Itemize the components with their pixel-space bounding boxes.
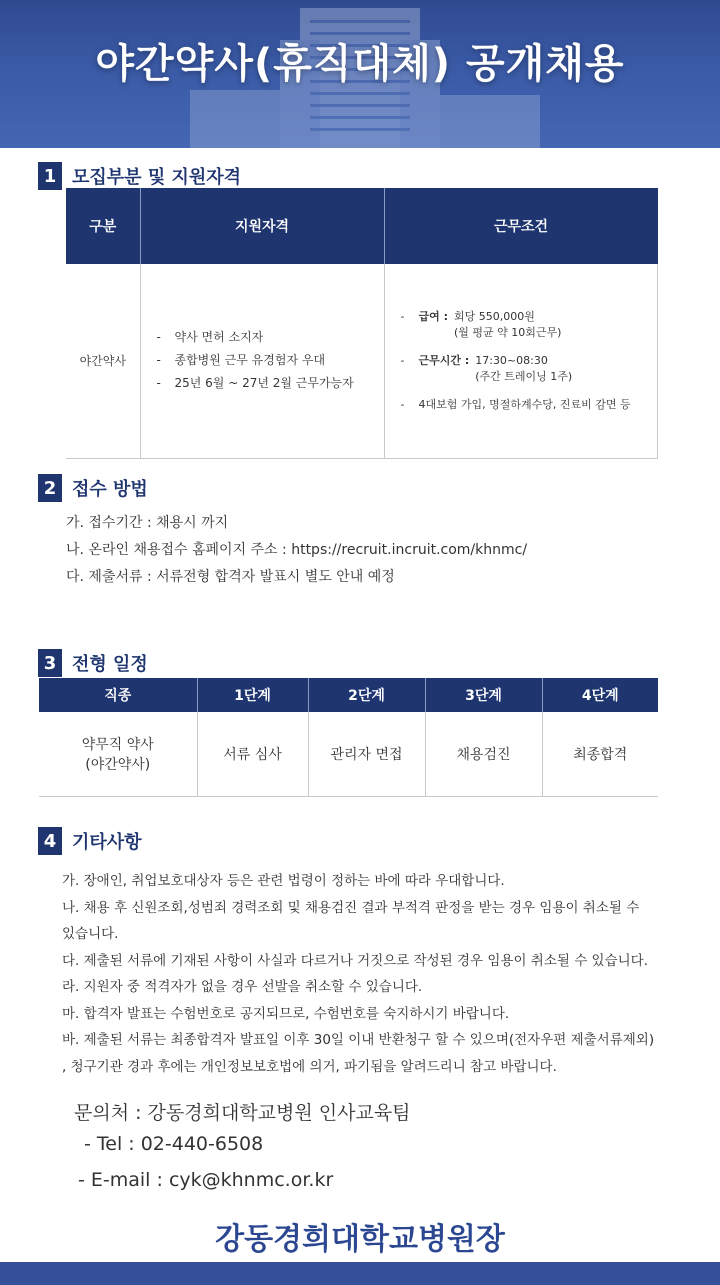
table-header: 3단계 [425, 678, 542, 712]
list-item: - 25년 6월 ~ 27년 2월 근무가능자 [157, 372, 384, 395]
section-1-heading [38, 162, 241, 190]
job-subtitle: (야간약사) [85, 756, 151, 773]
note-item: 바. 제출된 서류는 최종합격자 발표일 이후 30일 이내 반환청구 할 수 있으며(전자우편 제출서류제외) [62, 1032, 655, 1048]
section-number: 3 [38, 649, 62, 677]
category-cell: 야간약사 [66, 264, 140, 458]
conditions-cell [384, 264, 658, 458]
note-item: , 청구기관 경과 후에는 개인정보보호법에 의거, 파기됨을 알려드리니 참고 바랍니다. [62, 1058, 557, 1075]
section-2-heading [38, 474, 148, 502]
step-cell: 최종합격 [542, 712, 658, 796]
notes-list [62, 868, 692, 1080]
recruitment-table [66, 188, 658, 459]
table-header: 1단계 [197, 678, 308, 712]
table-header: 직종 [39, 678, 197, 712]
conditions-list [401, 309, 658, 413]
note-item: 가. 장애인, 취업보호대상자 등은 관련 법령이 정하는 바에 따라 우대합니다. [62, 873, 505, 889]
table-header: 4단계 [542, 678, 658, 712]
note-item: 있습니다. [62, 926, 119, 942]
table-header: 구분 [66, 188, 140, 264]
qualifications-cell [140, 264, 384, 458]
contact-inquiry: 문의처 : 강동경희대학교병원 인사교육팀 [74, 1102, 411, 1124]
section-number: 1 [38, 162, 62, 190]
hours-label: 근무시간 : [418, 353, 470, 367]
footer-bar [0, 1262, 720, 1285]
application-url: 나. 온라인 채용접수 홈페이지 주소 : https://recruit.incruit.com/khnmc/ [66, 542, 528, 558]
table-header: 2단계 [308, 678, 425, 712]
application-documents: 다. 제출서류 : 서류전형 합격자 발표시 별도 안내 예정 [66, 569, 395, 585]
section-title: 전형 일정 [72, 654, 148, 675]
section-4-heading [38, 827, 142, 855]
header-banner [0, 0, 720, 148]
table-header: 지원자격 [140, 188, 384, 264]
section-title: 기타사항 [72, 832, 142, 853]
step-cell: 서류 심사 [197, 712, 308, 796]
hospital-director-signature: 강동경희대학교병원장 [215, 1222, 505, 1257]
benefits-text: 4대보험 가입, 명절하계수당, 진료비 감면 등 [418, 397, 631, 411]
contact-tel: - Tel : 02-440-6508 [84, 1133, 264, 1155]
note-item: 나. 채용 후 신원조회,성범죄 경력조회 및 채용검진 결과 부적격 판정을 받는 경우 임용이 취소될 수 [62, 899, 640, 916]
section-title: 접수 방법 [72, 479, 148, 500]
contact-email: - E-mail : cyk@khnmc.or.kr [78, 1169, 334, 1191]
pay-label: 급여 : [418, 309, 448, 323]
pay-row: - 급여 : 회당 550,000원 (월 평균 약 10회근무) [400, 309, 562, 339]
section-3-heading [38, 649, 148, 677]
list-item: - 약사 면허 소지자 [157, 326, 384, 349]
benefits-row: - 4대보험 가입, 명절하계수당, 진료비 감면 등 [400, 397, 631, 411]
section-number: 2 [38, 474, 62, 502]
page-title: 야간약사(휴직대체) 공개채용 [95, 41, 625, 87]
note-item: 다. 제출된 서류에 기재된 사항이 사실과 다르거나 거짓으로 작성된 경우 임용이 취소될 수 있습니다. [62, 952, 649, 969]
note-item: 라. 지원자 중 적격자가 없을 경우 선발을 취소할 수 있습니다. [62, 979, 423, 995]
note-item: 마. 합격자 발표는 수험번호로 공지되므로, 수험번호를 숙지하시기 바랍니다. [62, 1005, 510, 1022]
schedule-table [39, 678, 658, 797]
pay-note: (월 평균 약 10회근무) [453, 325, 562, 339]
list-item: - 종합병원 근무 유경험자 우대 [157, 349, 384, 372]
section-number: 4 [38, 827, 62, 855]
hours-note: (주간 트레이닝 1주) [475, 369, 573, 383]
qualifications-list [157, 326, 384, 395]
step-cell: 채용검진 [425, 712, 542, 796]
application-period: 가. 접수기간 : 채용시 까지 [66, 515, 229, 531]
job-cell [39, 712, 197, 796]
job-title: 약무직 약사 [81, 736, 154, 753]
step-cell: 관리자 면접 [308, 712, 425, 796]
pay-value: 회당 550,000원 [453, 309, 535, 323]
hours-row: - 근무시간 : 17:30~08:30 (주간 트레이닝 1주) [400, 353, 573, 383]
table-header: 근무조건 [384, 188, 658, 264]
hours-value: 17:30~08:30 [475, 353, 548, 367]
section-title: 모집부분 및 지원자격 [72, 167, 242, 188]
